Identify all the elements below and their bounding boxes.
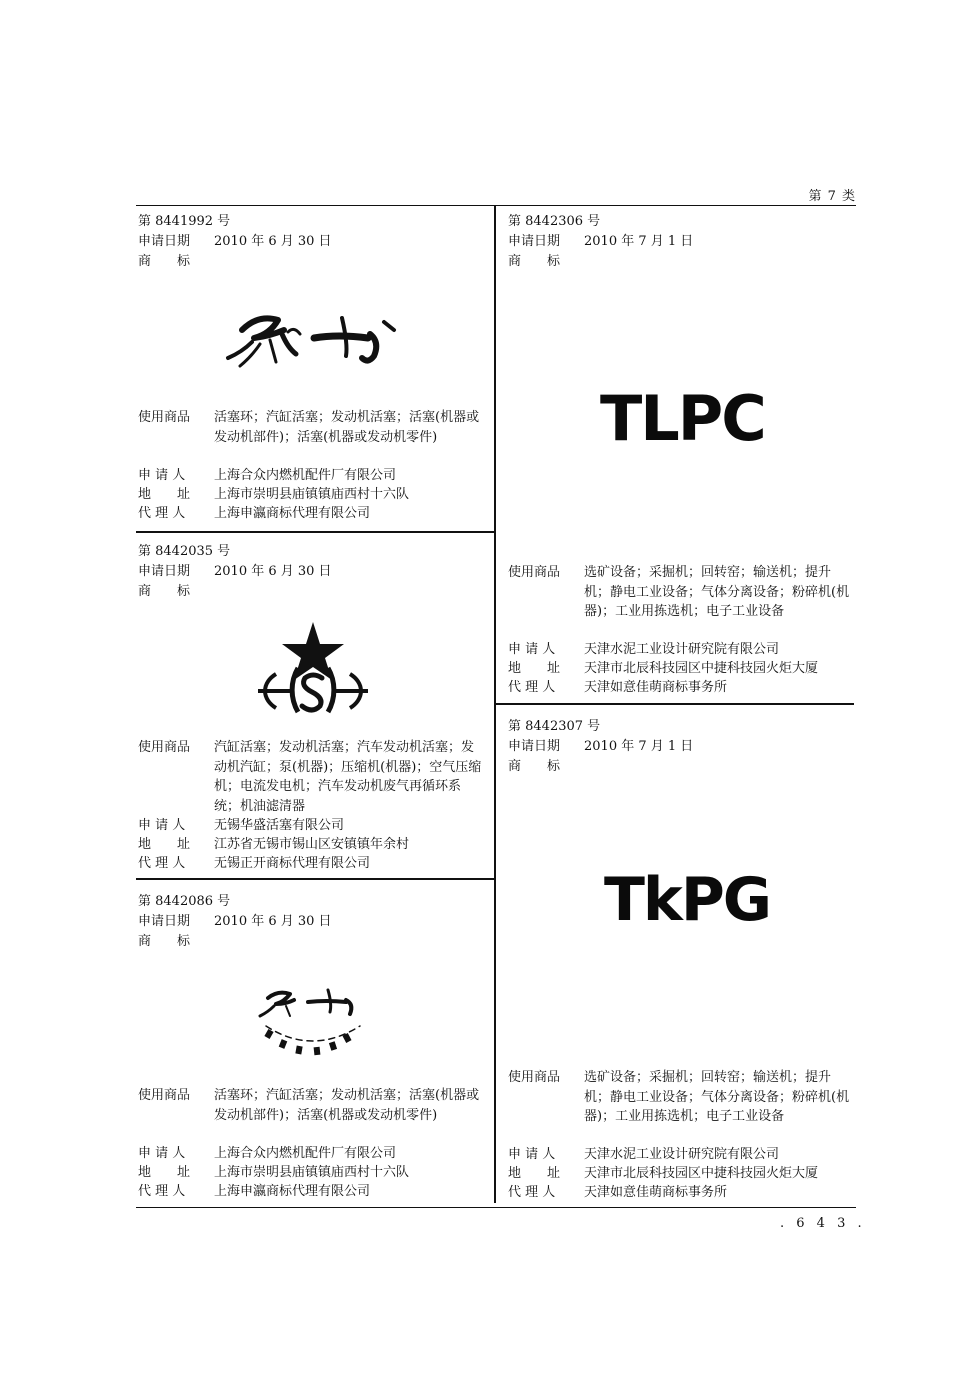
field-label: 代 理 人 [138,1184,186,1199]
application-date: 2010 年 6 月 30 日 [214,234,332,249]
field-label: 商 标 [138,254,191,269]
applicant-name: 上海合众内燃机配件厂有限公司 [214,468,397,483]
field-label: 申请日期 [138,914,191,929]
field-label: 代 理 人 [508,680,556,695]
registration-number: 第 8441992 号 [138,214,231,229]
field-label: 地 址 [508,1166,561,1181]
goods-row [138,1086,488,1146]
bottom-rule [136,1207,856,1208]
registration-number: 第 8442307 号 [508,719,601,734]
star-emblem-icon [254,616,372,718]
field-label: 使用商品 [138,410,191,425]
calligraphy-mark-icon [218,304,408,374]
applicant-address: 天津市北辰科技园区中捷科技园火炬大厦 [584,1166,819,1181]
agent-name: 天津如意佳萌商标事务所 [584,680,728,695]
trademark-image [218,304,408,374]
field-label: 使用商品 [508,565,561,580]
applicant-name: 上海合众内燃机配件厂有限公司 [214,1146,397,1161]
applicant-address: 江苏省无锡市锡山区安镇镇年余村 [214,837,410,852]
field-label: 使用商品 [138,740,191,755]
field-label: 商 标 [138,934,191,949]
applicant-address: 天津市北辰科技园区中捷科技园火炬大厦 [584,661,819,676]
goods-row [138,738,488,818]
field-label: 申 请 人 [138,1146,186,1161]
field-label: 申 请 人 [508,642,556,657]
trademark-entry [508,212,856,700]
entry-separator [136,878,494,880]
field-label: 使用商品 [508,1070,561,1085]
applicant-address: 上海市崇明县庙镇镇庙西村十六队 [214,1165,410,1180]
application-date: 2010 年 7 月 1 日 [584,234,694,249]
field-label: 申请日期 [508,234,561,249]
applicant-address: 上海市崇明县庙镇镇庙西村十六队 [214,487,410,502]
field-label: 商 标 [138,584,191,599]
page-number: . 6 4 3 . [780,1216,866,1231]
trademark-wordmark: TLPC [600,382,765,455]
field-label: 地 址 [508,661,561,676]
agent-name: 天津如意佳萌商标事务所 [584,1185,728,1200]
field-label: 代 理 人 [138,506,186,521]
entry-separator [136,531,494,533]
trademark-entry [508,717,856,1205]
registration-number: 第 8442306 号 [508,214,601,229]
entry-separator [496,703,854,705]
trademark-entry [138,892,488,1204]
field-label: 申 请 人 [138,818,186,833]
goods-list: 选矿设备；采掘机；回转窑；输送机；提升机；静电工业设备；气体分离设备；粉碎机(机器)；工业用拣选机；电子工业设备 [584,1070,850,1124]
trademark-image [256,986,368,1066]
top-rule [136,205,856,206]
trademark-image [254,616,372,718]
registration-number: 第 8442035 号 [138,544,231,559]
calligraphy-mark-icon [256,986,368,1066]
applicant-name: 无锡华盛活塞有限公司 [214,818,345,833]
goods-list: 活塞环；汽缸活塞；发动机活塞；活塞(机器或发动机部件)；活塞(机器或发动机零件) [214,1088,480,1123]
trademark-entry [138,542,488,872]
agent-name: 上海申瀛商标代理有限公司 [214,506,371,521]
field-label: 商 标 [508,254,561,269]
goods-row [138,408,488,468]
application-date: 2010 年 7 月 1 日 [584,739,694,754]
trademark-entry [138,212,488,528]
application-date: 2010 年 6 月 30 日 [214,914,332,929]
agent-name: 上海申瀛商标代理有限公司 [214,1184,371,1199]
field-label: 申 请 人 [138,468,186,483]
field-label: 代 理 人 [138,856,186,871]
application-date: 2010 年 6 月 30 日 [214,564,332,579]
goods-list: 汽缸活塞；发动机活塞；汽车发动机活塞；发动机汽缸；泵(机器)；压缩机(机器)；空气压缩机；电流发电机；汽车发动机废气再循环系统；机油滤清器 [214,740,482,814]
goods-row [508,563,856,643]
field-label: 地 址 [138,837,191,852]
field-label: 申 请 人 [508,1147,556,1162]
agent-name: 无锡正开商标代理有限公司 [214,856,371,871]
registration-number: 第 8442086 号 [138,894,231,909]
field-label: 地 址 [138,1165,191,1180]
field-label: 申请日期 [508,739,561,754]
applicant-name: 天津水泥工业设计研究院有限公司 [584,642,780,657]
field-label: 代 理 人 [508,1185,556,1200]
field-label: 使用商品 [138,1088,191,1103]
goods-row [508,1068,856,1148]
field-label: 商 标 [508,759,561,774]
goods-list: 选矿设备；采掘机；回转窑；输送机；提升机；静电工业设备；气体分离设备；粉碎机(机器)；工业用拣选机；电子工业设备 [584,565,850,619]
trademark-wordmark: TkPG [604,865,771,935]
applicant-name: 天津水泥工业设计研究院有限公司 [584,1147,780,1162]
field-label: 申请日期 [138,564,191,579]
page-class-label: 第 7 类 [808,189,856,204]
field-label: 地 址 [138,487,191,502]
field-label: 申请日期 [138,234,191,249]
goods-list: 活塞环；汽缸活塞；发动机活塞；活塞(机器或发动机部件)；活塞(机器或发动机零件) [214,410,480,445]
